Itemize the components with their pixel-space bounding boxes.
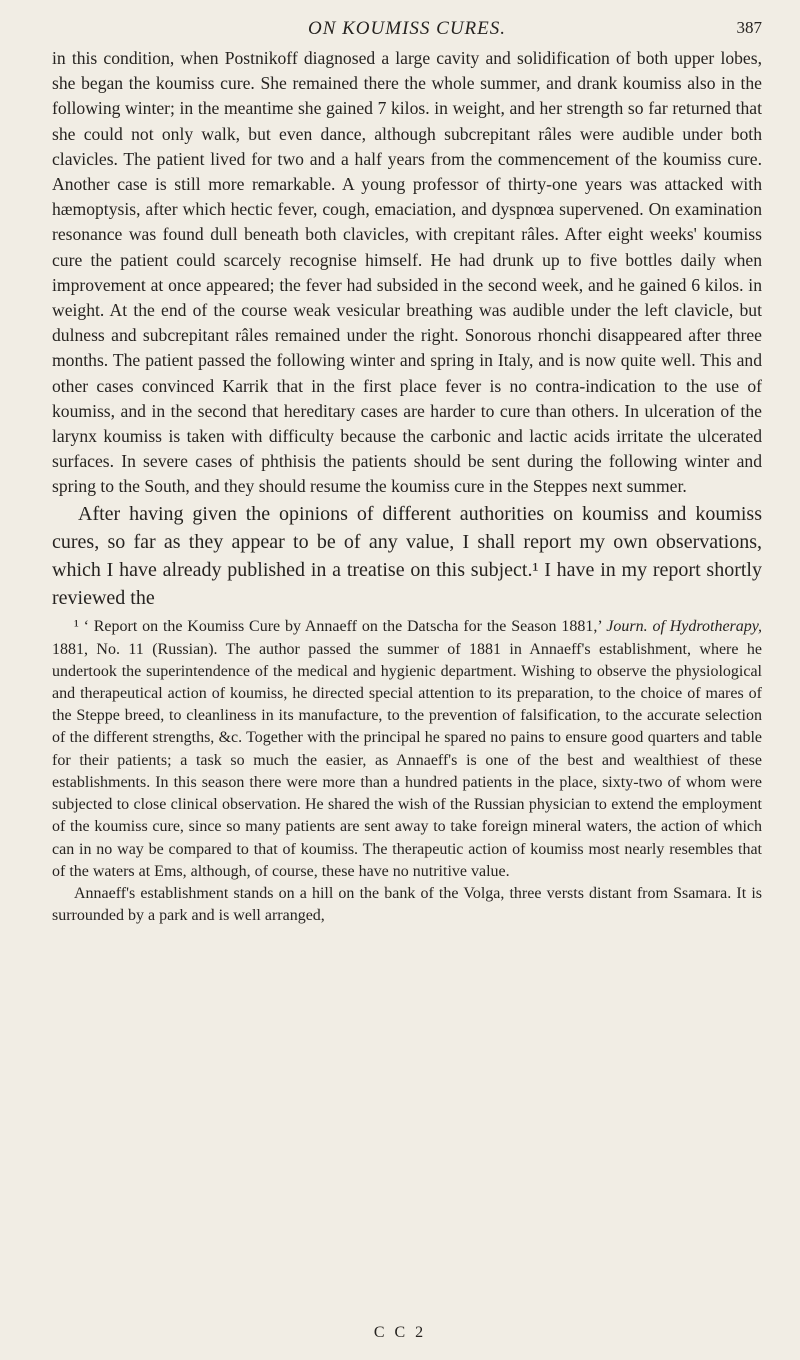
main-text [52, 46, 762, 612]
footnote-paragraph [52, 616, 762, 882]
footnote [52, 616, 762, 927]
footnote-journal: Journ. of Hydrotherapy, [606, 618, 762, 636]
running-head [52, 14, 762, 44]
paragraph-own-observations: After having given the opinions of different authorities on koumiss and koumiss cures, so far as they appear to be of any value, I shall report my own observations, which I have already published in a treatise on this subject.¹ I have in my report shortly reviewed the [52, 502, 762, 610]
paragraph-continued: in this condition, when Postnikoff diagnosed a large cavity and solidification of both upper lobes, she began the koumiss cure. She remained there the whole summer, and drank koumiss also in the following winter; in the meantime she gained 7 kilos. in weight, and her strength so far returned that she could not only walk, but even dance, although subcrepitant râles were audible under both clavicles. The patient lived for two and a half years from the commencement of the koumiss cure. Another case is still more remarkable. A young professor of thirty-one years was attacked with hæmoptysis, after which hectic fever, cough, emaciation, and dyspnœa supervened. On examination resonance was found dull beneath both clavicles, with crepitant râles. After eight weeks' koumiss cure the patient could scarcely recognise himself. He had drunk up to five bottles daily when improvement at once appeared; the fever had subsided in the second week, and he gained 6 kilos. in weight. At the end of the course weak vesicular breathing was audible under the left clavicle, but dulness and subcrepitant râles remained under the right. Sonorous rhonchi disappeared after three months. The patient passed the following winter and spring in Italy, and is now quite well. This and other cases convinced Karrik that in the first place fever is no contra-indication to the use of koumiss, and in the second that hereditary cases are harder to cure than others. In ulceration of the larynx koumiss is taken with difficulty because the carbonic and lactic acids irritate the ulcerated surfaces. In severe cases of phthisis the patients should be sent during the following winter and spring to the South, and they should resume the koumiss cure in the Steppes next summer. [52, 48, 762, 497]
running-title: ON KOUMISS CURES. [307, 18, 507, 39]
footnote-text: 1881, No. 11 (Russian). The author passed the summer of 1881 in Annaeff's establishment, where he undertook the superintendence of the medical and hygienic department. Wishing to observe the physiological and therapeutical action of koumiss, he directed special attention to its preparation, to the choice of mares of the Steppe breed, to cleanliness in its manufacture, to the prevention of falsification, to the accurate selection of the different strengths, &c. Together with the principal he spared no pains to ensure good quarters and table for their patients; a task so much the easier, as Annaeff's is one of the best and wealthiest of these establishments. In this season there were more than a hundred patients in the place, sixty-two of whom were subjected to close clinical observation. He shared the wish of the Russian physician to extend the employment of the koumiss cure, since so many patients are sent away to take foreign mineral waters, the action of which can in no way be compared to that of koumiss. The therapeutic action of koumiss most nearly resembles that of the waters at Ems, although, of course, these have no nutritive value. [52, 640, 762, 880]
page-number: 387 [736, 18, 762, 37]
signature-mark: C C 2 [373, 1324, 427, 1341]
footnote-paragraph-2: Annaeff's establishment stands on a hill on the bank of the Volga, three versts distant from Ssamara. It is surrounded by a park and is well arranged, [52, 884, 762, 925]
book-page [52, 14, 762, 927]
footnote-lead: ‘ Report on the Koumiss Cure by Annaeff on the Datscha for the Season 1881,’ [78, 618, 607, 636]
footnote-marker: ¹ [74, 618, 79, 636]
